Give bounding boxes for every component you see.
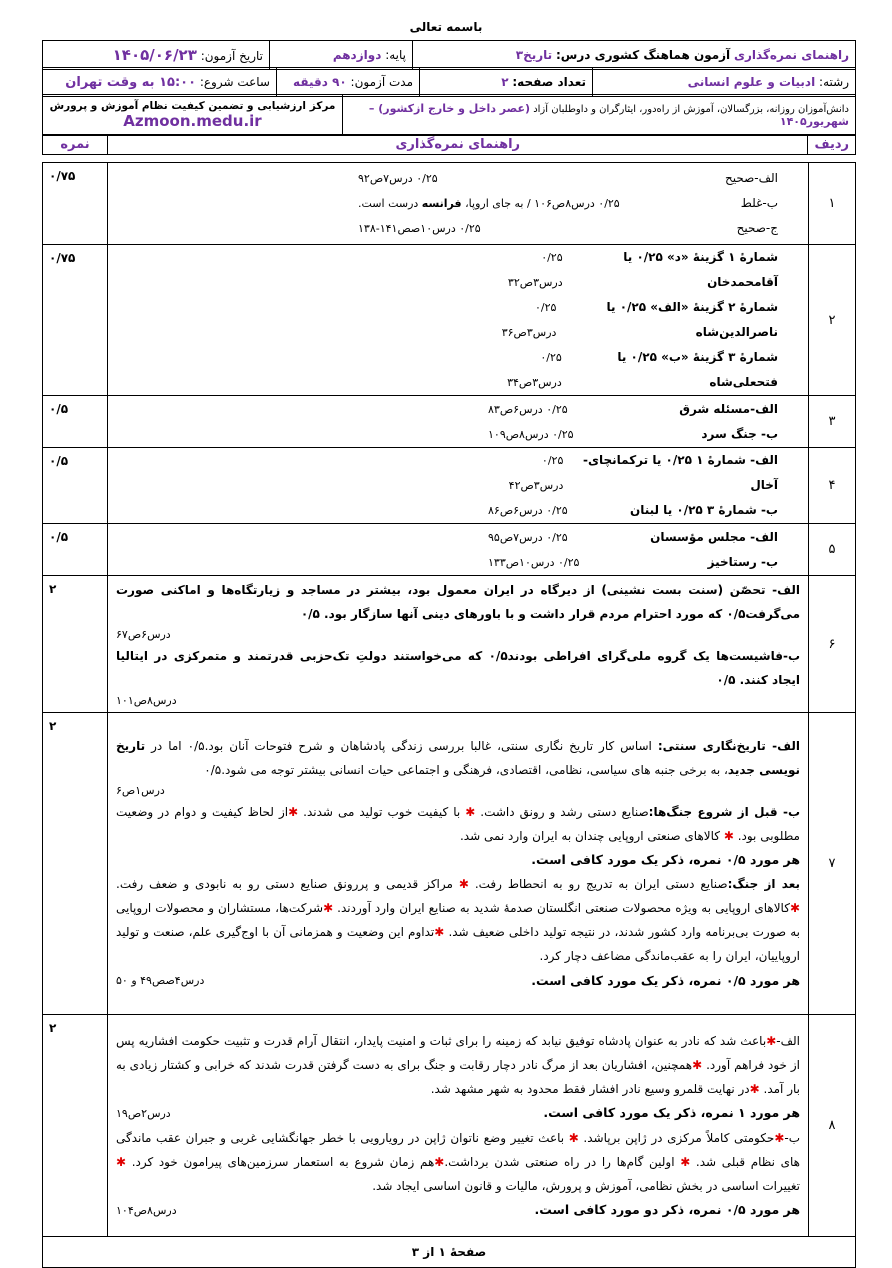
asterisk-marker: ✱ — [692, 1057, 703, 1072]
answer-ref: درس۶ص۶۷ — [116, 628, 171, 641]
answer-text: اساس کار تاریخ نگاری سنتی، غالبا بررسی زندگی پادشاهان و شرح فتوحات آنان بود.۰/۵ اما در — [145, 739, 658, 753]
site-url: Azmoon.medu.ir — [123, 112, 262, 130]
answer-ref: ۰/۲۵ درس۱۰صص۱۴۱-۱۳۸ — [358, 222, 481, 235]
answer-label: الف- تاریخ‌نگاری سنتی: — [657, 739, 800, 753]
row-score: ۰/۷۵ — [43, 245, 108, 396]
question-row-7 — [43, 713, 856, 1015]
pages-cell — [420, 68, 593, 97]
row-score: ۲ — [43, 576, 108, 713]
duration-label: مدت آزمون: — [350, 75, 413, 89]
question-row-2 — [43, 245, 856, 396]
date-value: ۱۴۰۵/۰۶/۲۳ — [112, 46, 197, 64]
header-table-2 — [42, 67, 856, 97]
row-number: ۸ — [809, 1015, 856, 1237]
answer-text: ب- شمارۀ ۳ ۰/۲۵ یا لبنان — [629, 503, 778, 517]
answer-ref: ۰/۲۵ درس۳ص۳۲ — [507, 251, 563, 289]
answer-cell — [108, 245, 809, 396]
duration-cell — [277, 68, 420, 97]
answer-text: شمارۀ ۲ گزینۀ «الف» ۰/۲۵ یا ناصرالدین‌شاه — [606, 300, 778, 339]
scoring-hint: هر مورد ۰/۵ نمره، ذکر یک مورد کافی است. — [531, 972, 800, 988]
answer-bold: تاریخ نویسی جدید — [116, 739, 800, 777]
asterisk-marker: ✱ — [458, 877, 469, 891]
answer-text: شمارۀ ۱ گزینۀ «د» ۰/۲۵ یا آقامحمدخان — [623, 250, 778, 289]
answer-cell — [108, 448, 809, 524]
page-footer: صفحۀ ۱ از ۳ — [43, 1237, 856, 1268]
center-name: مرکز ارزشیابی و تضمین کیفیت نظام آموزش و پرورش — [49, 100, 336, 112]
asterisk-marker: ✱ — [465, 805, 476, 819]
answer-ref: درس۲ص۱۹ — [116, 1106, 171, 1120]
answer-text: ب- رستاخیز — [707, 554, 778, 569]
students-text: دانش‌آموزان روزانه، بزرگسالان، آموزش از راه‌دور، ایثارگران و داوطلبان آزاد — [533, 104, 849, 115]
start-value: ۱۵:۰۰ به وقت تهران — [65, 74, 197, 90]
question-row-6 — [43, 576, 856, 713]
field-value: ادبیات و علوم انسانی — [687, 75, 816, 89]
start-label: ساعت شروع: — [199, 74, 270, 89]
col-row: ردیف — [808, 135, 856, 155]
answer-ref: ۰/۲۵ درس۸ص۱۰۶ / به جای اروپا، — [461, 197, 620, 210]
answer-cell — [108, 713, 809, 1015]
answer-text: ب-غلط — [740, 196, 778, 210]
answer-ref: درس۸ص۱۰۱ — [116, 694, 177, 707]
answer-paragraph: ب-✱حکومتی کاملاً مرکزی در ژاپن برپاشد. ✱ باعث تغییر وضع ناتوان ژاپن در رویارویی با خطر جهانگشایی غربی و جبران عقب ماندگی های نظام قبلی شد. ✱ اولین گام‌ها را در راه صنعتی شدن برداشت.✱هم زمان شروع به استعمار سرزمین‌های پیرامون خود کرد. ✱ تغییرات اساسی در بخش نظامی، آموزش و پرورش، مالیات و قانون اساسی ایجاد شد. — [116, 1130, 801, 1193]
row-number: ۴ — [809, 448, 856, 524]
answer-ref: ۰/۲۵ درس۶ص۸۶ — [488, 504, 568, 517]
header-course-cell — [413, 41, 856, 70]
answers-table — [42, 162, 856, 1268]
asterisk-marker: ✱ — [568, 1130, 579, 1145]
answer-cell — [108, 524, 809, 576]
asterisk-marker: ✱ — [434, 925, 445, 939]
asterisk-marker: ✱ — [323, 901, 334, 915]
col-score: نمره — [43, 135, 108, 155]
field-label: رشته: — [819, 75, 849, 89]
answer-ref: ۰/۲۵ درس۷ص۹۵ — [488, 530, 568, 544]
answer-text: الف-صحیح — [724, 171, 778, 185]
header-grade-cell — [270, 41, 413, 70]
answer-text: شمارۀ ۳ گزینۀ «ب» ۰/۲۵ یا فتحعلی‌شاه — [617, 350, 778, 389]
row-score: ۲ — [43, 1015, 108, 1237]
question-row-8 — [43, 1015, 856, 1237]
answer-ref: درس۸ص۱۰۴ — [116, 1203, 177, 1217]
asterisk-marker: ✱ — [749, 1081, 760, 1096]
answer-ref: ۰/۲۵ درس۶ص۸۳ — [488, 402, 568, 416]
answer-ref: درس۱ص۶ — [116, 784, 165, 797]
header-table — [42, 40, 856, 70]
guide-label: راهنمای نمره‌گذاری — [734, 48, 849, 62]
answer-paragraph: الف- تحصّن (سنت بست نشینی) از دیرگاه در ایران معمول بود، بیشتر در مساجد و زیارتگاه‌ها و اماکنی صورت می‌گرفت۰/۵ که مورد احترام مردم قرار داشت و با باورهای دینی آنها سازگار بود. ۰/۵ — [116, 583, 800, 621]
grade-label: پایه: — [385, 48, 406, 62]
duration-value: ۹۰ دقیقه — [293, 75, 347, 89]
asterisk-marker: ✱ — [766, 1033, 777, 1048]
answer-ref: ۰/۲۵ درس۷ص۹۲ — [358, 172, 438, 185]
question-row-5 — [43, 524, 856, 576]
answer-paragraph: ب-فاشیست‌ها یک گروه ملی‌گرای افراطی بودند۰/۵ که می‌خواستند دولتِ تک‌حزبی قدرتمند و متمرکزی در ایتالیا ایجاد کنند. ۰/۵ — [116, 649, 800, 687]
header-table-3 — [42, 94, 856, 136]
row-number: ۳ — [809, 396, 856, 448]
asterisk-marker: ✱ — [789, 901, 800, 915]
row-score: ۰/۵ — [43, 448, 108, 524]
answer-ref: ۰/۲۵ درس۸ص۱۰۹ — [488, 427, 574, 441]
answer-ref-bold: فرانسه — [421, 197, 462, 210]
grade-value: دوازدهم — [332, 48, 382, 62]
pages-label: تعداد صفحه: — [512, 75, 586, 89]
answer-ref: ۰/۲۵ درس۳ص۳۴ — [507, 351, 562, 389]
answer-label: ب- قبل از شروع جنگ‌ها: — [648, 805, 801, 819]
row-score: ۲ — [43, 713, 108, 1015]
scoring-hint: هر مورد ۱ نمره، ذکر یک مورد کافی است. — [543, 1105, 800, 1120]
center-cell — [43, 95, 343, 136]
asterisk-marker: ✱ — [723, 829, 734, 843]
question-row-1 — [43, 163, 856, 245]
answer-text: ج-صحیح — [736, 221, 778, 235]
scoring-hint: هر مورد ۰/۵ نمره، ذکر دو مورد کافی است. — [534, 1202, 800, 1217]
asterisk-marker: ✱ — [774, 1130, 785, 1145]
asterisk-marker: ✱ — [680, 1154, 691, 1169]
answer-label: بعد از جنگ: — [727, 877, 800, 891]
answer-ref: درس۴صص۴۹ و ۵۰ — [116, 974, 205, 987]
answer-text: ، به برخی جنبه های سیاسی، نظامی، اقتصادی، فرهنگی و اجتماعی حیات انسانی بیشتر توجه می شود.۰/۵ — [204, 763, 728, 777]
pages-value: ۲ — [501, 75, 509, 89]
answer-ref: ۰/۲۵ درس۱۰ص۱۳۳ — [488, 555, 580, 569]
answer-text: صنایع دستی رشد و رونق داشت. ✱ با کیفیت خوب تولید می شدند. ✱از لحاظ کیفیت و دوام در وضعیت مطلوبی بود. ✱ کالاهای صنعتی اروپایی چندان به ایران وارد نمی شد. — [116, 805, 800, 843]
question-row-4 — [43, 448, 856, 524]
course-name: تاریخ۳ — [515, 48, 553, 62]
row-score: ۰/۵ — [43, 396, 108, 448]
date-label: تاریخ آزمون: — [200, 49, 263, 63]
exam-scope: (عصر داخل و خارج ازکشور) – شهریور۱۴۰۵ — [368, 102, 849, 128]
asterisk-marker: ✱ — [116, 1154, 127, 1169]
asterisk-marker: ✱ — [288, 805, 299, 819]
answer-ref: ۰/۲۵ درس۳ص۳۶ — [501, 301, 557, 339]
row-score: ۰/۷۵ — [43, 163, 108, 245]
answer-cell — [108, 163, 809, 245]
question-row-3 — [43, 396, 856, 448]
answer-cell — [108, 1015, 809, 1237]
row-number: ۲ — [809, 245, 856, 396]
asterisk-marker: ✱ — [434, 1154, 445, 1169]
answer-paragraph: الف-✱باعث شد که نادر به عنوان پادشاه توفیق نیابد که زمینه را برای ثبات و امنیت پایدار، انتقال آرام قدرت و تثبیت حکومت افشاریه پس از خود فراهم آورد. ✱همچنین، افشاریان بعد از مرگ نادر دچار رقابت و جنگ برای به دست گرفتن قدرت شدند که خرابی و کشتار زیادی به بار آمد. ✱در نهایت قلمرو وسیع نادر افشار فقط محدود به شهر مشهد شد. — [116, 1033, 801, 1096]
row-number: ۵ — [809, 524, 856, 576]
row-number: ۱ — [809, 163, 856, 245]
header-date-cell — [43, 41, 270, 70]
top-title: باسمه تعالی — [409, 20, 483, 34]
answer-text: الف- شمارۀ ۱ ۰/۲۵ یا ترکمانچای- آخال — [583, 453, 778, 492]
answer-text: الف-مسئله شرق — [679, 401, 778, 416]
col-guide: راهنمای نمره‌گذاری — [108, 135, 808, 155]
answer-ref-end: درست است. — [358, 197, 422, 210]
answer-ref: ۰/۲۵ درس۳ص۴۲ — [508, 454, 564, 492]
start-cell — [43, 68, 277, 97]
answer-cell — [108, 576, 809, 713]
answer-cell — [108, 396, 809, 448]
row-score: ۰/۵ — [43, 524, 108, 576]
students-cell — [343, 95, 856, 136]
answer-text: ب- جنگ سرد — [701, 426, 778, 441]
answer-text: الف- مجلس مؤسسان — [650, 529, 778, 544]
column-header-table — [42, 134, 856, 155]
answer-text: صنایع دستی ایران به تدریج رو به انحطاط رفت. ✱ مراکز قدیمی و پررونق صنایع دستی رو به نابودی و ضعف رفت. ✱کالاهای اروپایی به ویژه محصولات صنعتی انگلستان صدمۀ شدید به صنایع ایران وارد آوردند. ✱شرکت‌ها، مستشاران و محصولات اروپایی به صورت بی‌برنامه وارد کشور شدند، در نتیجه تولید داخلی ضعیف شد. ✱تداوم این وضعیت و همزمانی آن با اوج‌گیری علم، صنعت و تولید اروپاییان، ایران را به عقب‌ماندگی مضاعف دچار کرد. — [116, 877, 800, 963]
row-number: ۶ — [809, 576, 856, 713]
field-cell — [593, 68, 856, 97]
scoring-hint: هر مورد ۰/۵ نمره، ذکر یک مورد کافی است. — [531, 852, 800, 867]
row-number: ۷ — [809, 713, 856, 1015]
guide-rest: آزمون هماهنگ کشوری درس: — [556, 48, 731, 62]
